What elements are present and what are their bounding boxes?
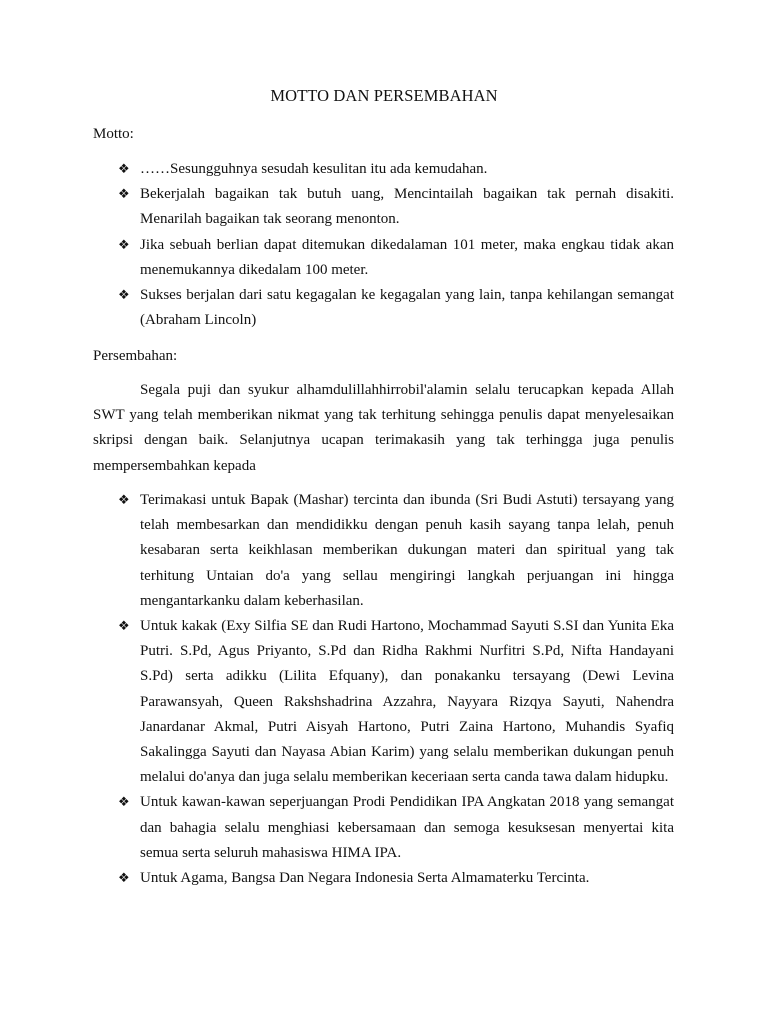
diamond-bullet-icon: ❖ — [118, 288, 130, 304]
motto-item — [93, 283, 674, 333]
motto-item — [93, 157, 674, 182]
persembahan-section — [93, 378, 674, 479]
diamond-bullet-icon: ❖ — [118, 871, 130, 887]
persembahan-item-text: Untuk kawan-kawan seperjuangan Prodi Pendidikan IPA Angkatan 2018 yang semangat dan bahagia selalu menghiasi kebersamaan dan semoga kesuksesan menyertai kita semua serta seluruh mahasiswa HIMA IPA. — [140, 794, 674, 861]
motto-label: Motto: — [93, 126, 134, 142]
persembahan-item — [93, 866, 674, 891]
motto-item — [93, 233, 674, 283]
diamond-bullet-icon: ❖ — [118, 237, 130, 253]
persembahan-item-text: Untuk Agama, Bangsa Dan Negara Indonesia Serta Almamaterku Tercinta. — [140, 870, 590, 887]
diamond-bullet-icon: ❖ — [118, 493, 130, 508]
persembahan-list-section — [93, 488, 674, 891]
diamond-bullet-icon: ❖ — [118, 187, 130, 203]
diamond-bullet-icon: ❖ — [118, 619, 130, 635]
motto-item-text: Sukses berjalan dari satu kegagalan ke kegagalan yang lain, tanpa kehilangan semangat (Abraham Lincoln) — [140, 287, 674, 329]
persembahan-item — [93, 488, 674, 614]
motto-item — [93, 182, 674, 232]
diamond-bullet-icon: ❖ — [118, 795, 130, 811]
motto-list — [93, 157, 674, 333]
persembahan-paragraph: Segala puji dan syukur alhamdulillahhirrobil'alamin selalu terucapkan kepada Allah SWT yang telah memberikan nikmat yang tak terhitung sehingga penulis dapat menyelesaikan skripsi dengan baik. Selanjutnya ucapan terimakasih yang tak terhingga juga penulis mempersembahkan kepada — [93, 382, 674, 474]
persembahan-item-text: Untuk kakak (Exy Silfia SE dan Rudi Hartono, Mochammad Sayuti S.SI dan Yunita Eka Putri. S.Pd, Agus Priyanto, S.Pd dan Ridha Rakhmi Nurfitri S.Pd, Nifta Handayani S.Pd) serta adikku (Lilita Efquany), dan ponakanku tersayang (Dewi Levina Parawansyah, Queen Rakshshadrina Azzahra, Nayyara Rizqya Sayuti, Nahendra Janardanar Akmal, Putri Aisyah Hartono, Putri Zaina Hartono, Muhandis Syafiq Sakalingga Sayuti dan Nayasa Abian Karim) yang selalu memberikan dukungan penuh melalui do'anya dan juga selalu memberikan keceriaan serta canda tawa dalam hidupku. — [140, 618, 674, 786]
motto-item-text: Jika sebuah berlian dapat ditemukan dikedalaman 101 meter, maka engkau tidak akan menemukannya dikedalam 100 meter. — [140, 236, 674, 278]
persembahan-label: Persembahan: — [93, 348, 178, 364]
diamond-bullet-icon: ❖ — [118, 162, 130, 177]
persembahan-list — [93, 488, 674, 891]
motto-item-text: Bekerjalah bagaikan tak butuh uang, Mencintailah bagaikan tak pernah disakiti. Menarilah bagaikan tak seorang menonton. — [140, 186, 674, 228]
motto-item-text: ……Sesungguhnya sesudah kesulitan itu ada kemudahan. — [140, 161, 488, 177]
page-title: MOTTO DAN PERSEMBAHAN — [270, 86, 498, 105]
persembahan-item — [93, 790, 674, 866]
persembahan-item — [93, 614, 674, 790]
motto-section — [93, 157, 674, 333]
persembahan-item-text: Terimakasi untuk Bapak (Mashar) tercinta dan ibunda (Sri Budi Astuti) tersayang yang telah membesarkan dan mendidikku dengan penuh kasih sayang tanpa lelah, penuh kesabaran serta keikhlasan memberikan dukungan materi dan spiritual yang tak terhitung Untaian do'a yang sellau mengiringi langkah perjuangan ini hingga mengantarkanku dalam keberhasilan. — [140, 492, 674, 609]
